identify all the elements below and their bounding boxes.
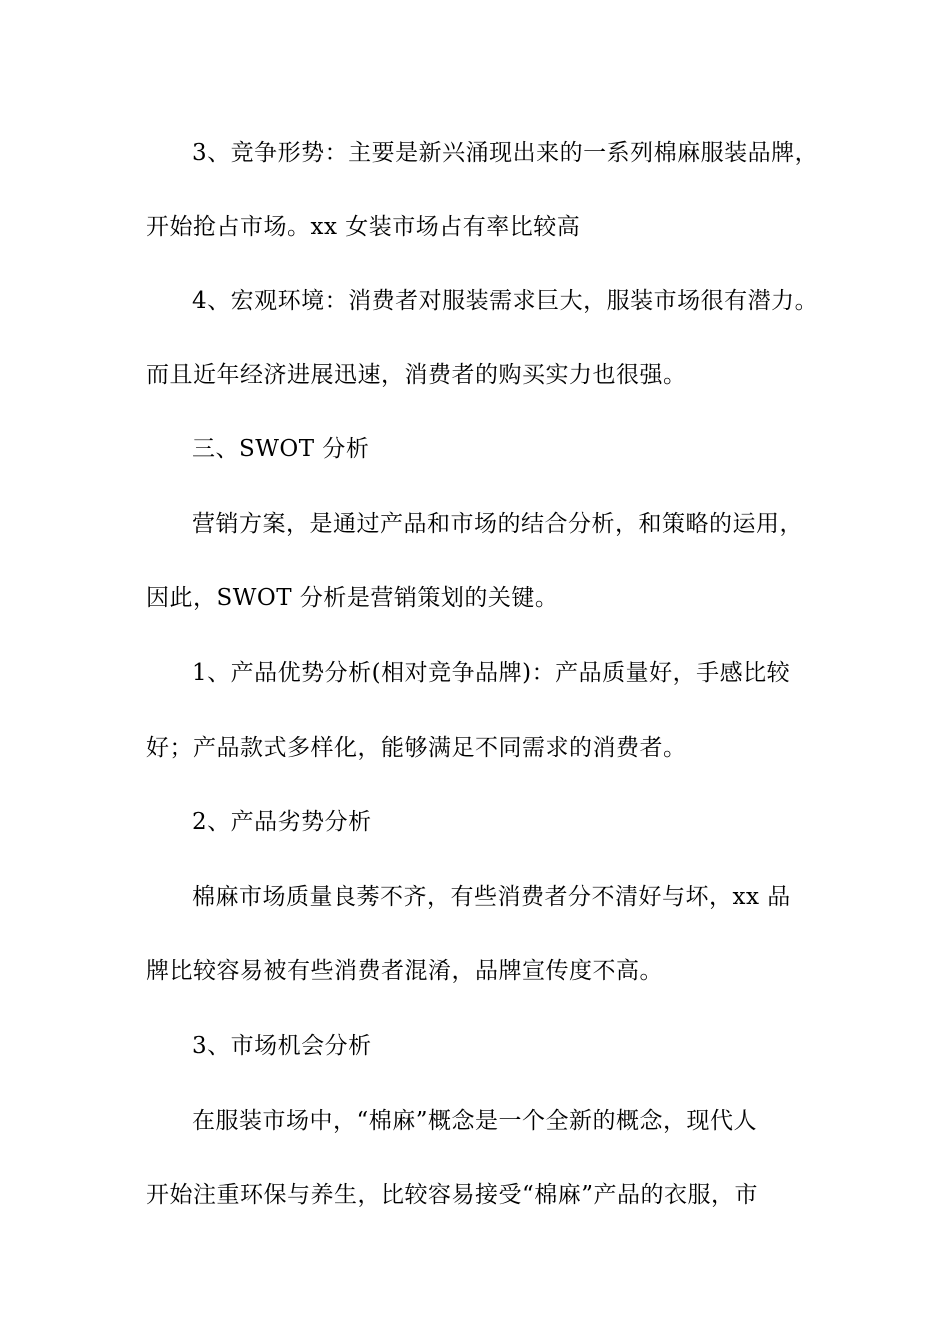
text-line: 营销方案，是通过产品和市场的结合分析，和策略的运用， — [192, 511, 803, 537]
section-heading: 三、SWOT 分析 — [192, 436, 370, 462]
text-line: 在服装市场中，“棉麻”概念是一个全新的概念，现代人 — [192, 1108, 758, 1134]
text-line: 开始抢占市场。xx 女装市场占有率比较高 — [146, 214, 581, 240]
text-line: 因此，SWOT 分析是营销策划的关键。 — [146, 585, 559, 611]
text-line: 4、宏观环境：消费者对服装需求巨大，服装市场很有潜力。 — [192, 288, 819, 314]
text-line: 棉麻市场质量良莠不齐，有些消费者分不清好与坏，xx 品 — [192, 884, 791, 910]
text-line: 而且近年经济进展迅速，消费者的购买实力也很强。 — [146, 362, 687, 388]
text-line: 牌比较容易被有些消费者混淆，品牌宣传度不高。 — [146, 958, 663, 984]
text-line: 好；产品款式多样化，能够满足不同需求的消费者。 — [146, 735, 687, 761]
text-line: 1、产品优势分析(相对竞争品牌)：产品质量好，手感比较 — [192, 660, 791, 686]
text-line: 开始注重环保与养生，比较容易接受“棉麻”产品的衣服，市 — [146, 1182, 759, 1208]
subheading: 3、市场机会分析 — [192, 1033, 372, 1059]
text-line: 3、竞争形势：主要是新兴涌现出来的一系列棉麻服装品牌， — [192, 140, 819, 166]
subheading: 2、产品劣势分析 — [192, 809, 372, 835]
